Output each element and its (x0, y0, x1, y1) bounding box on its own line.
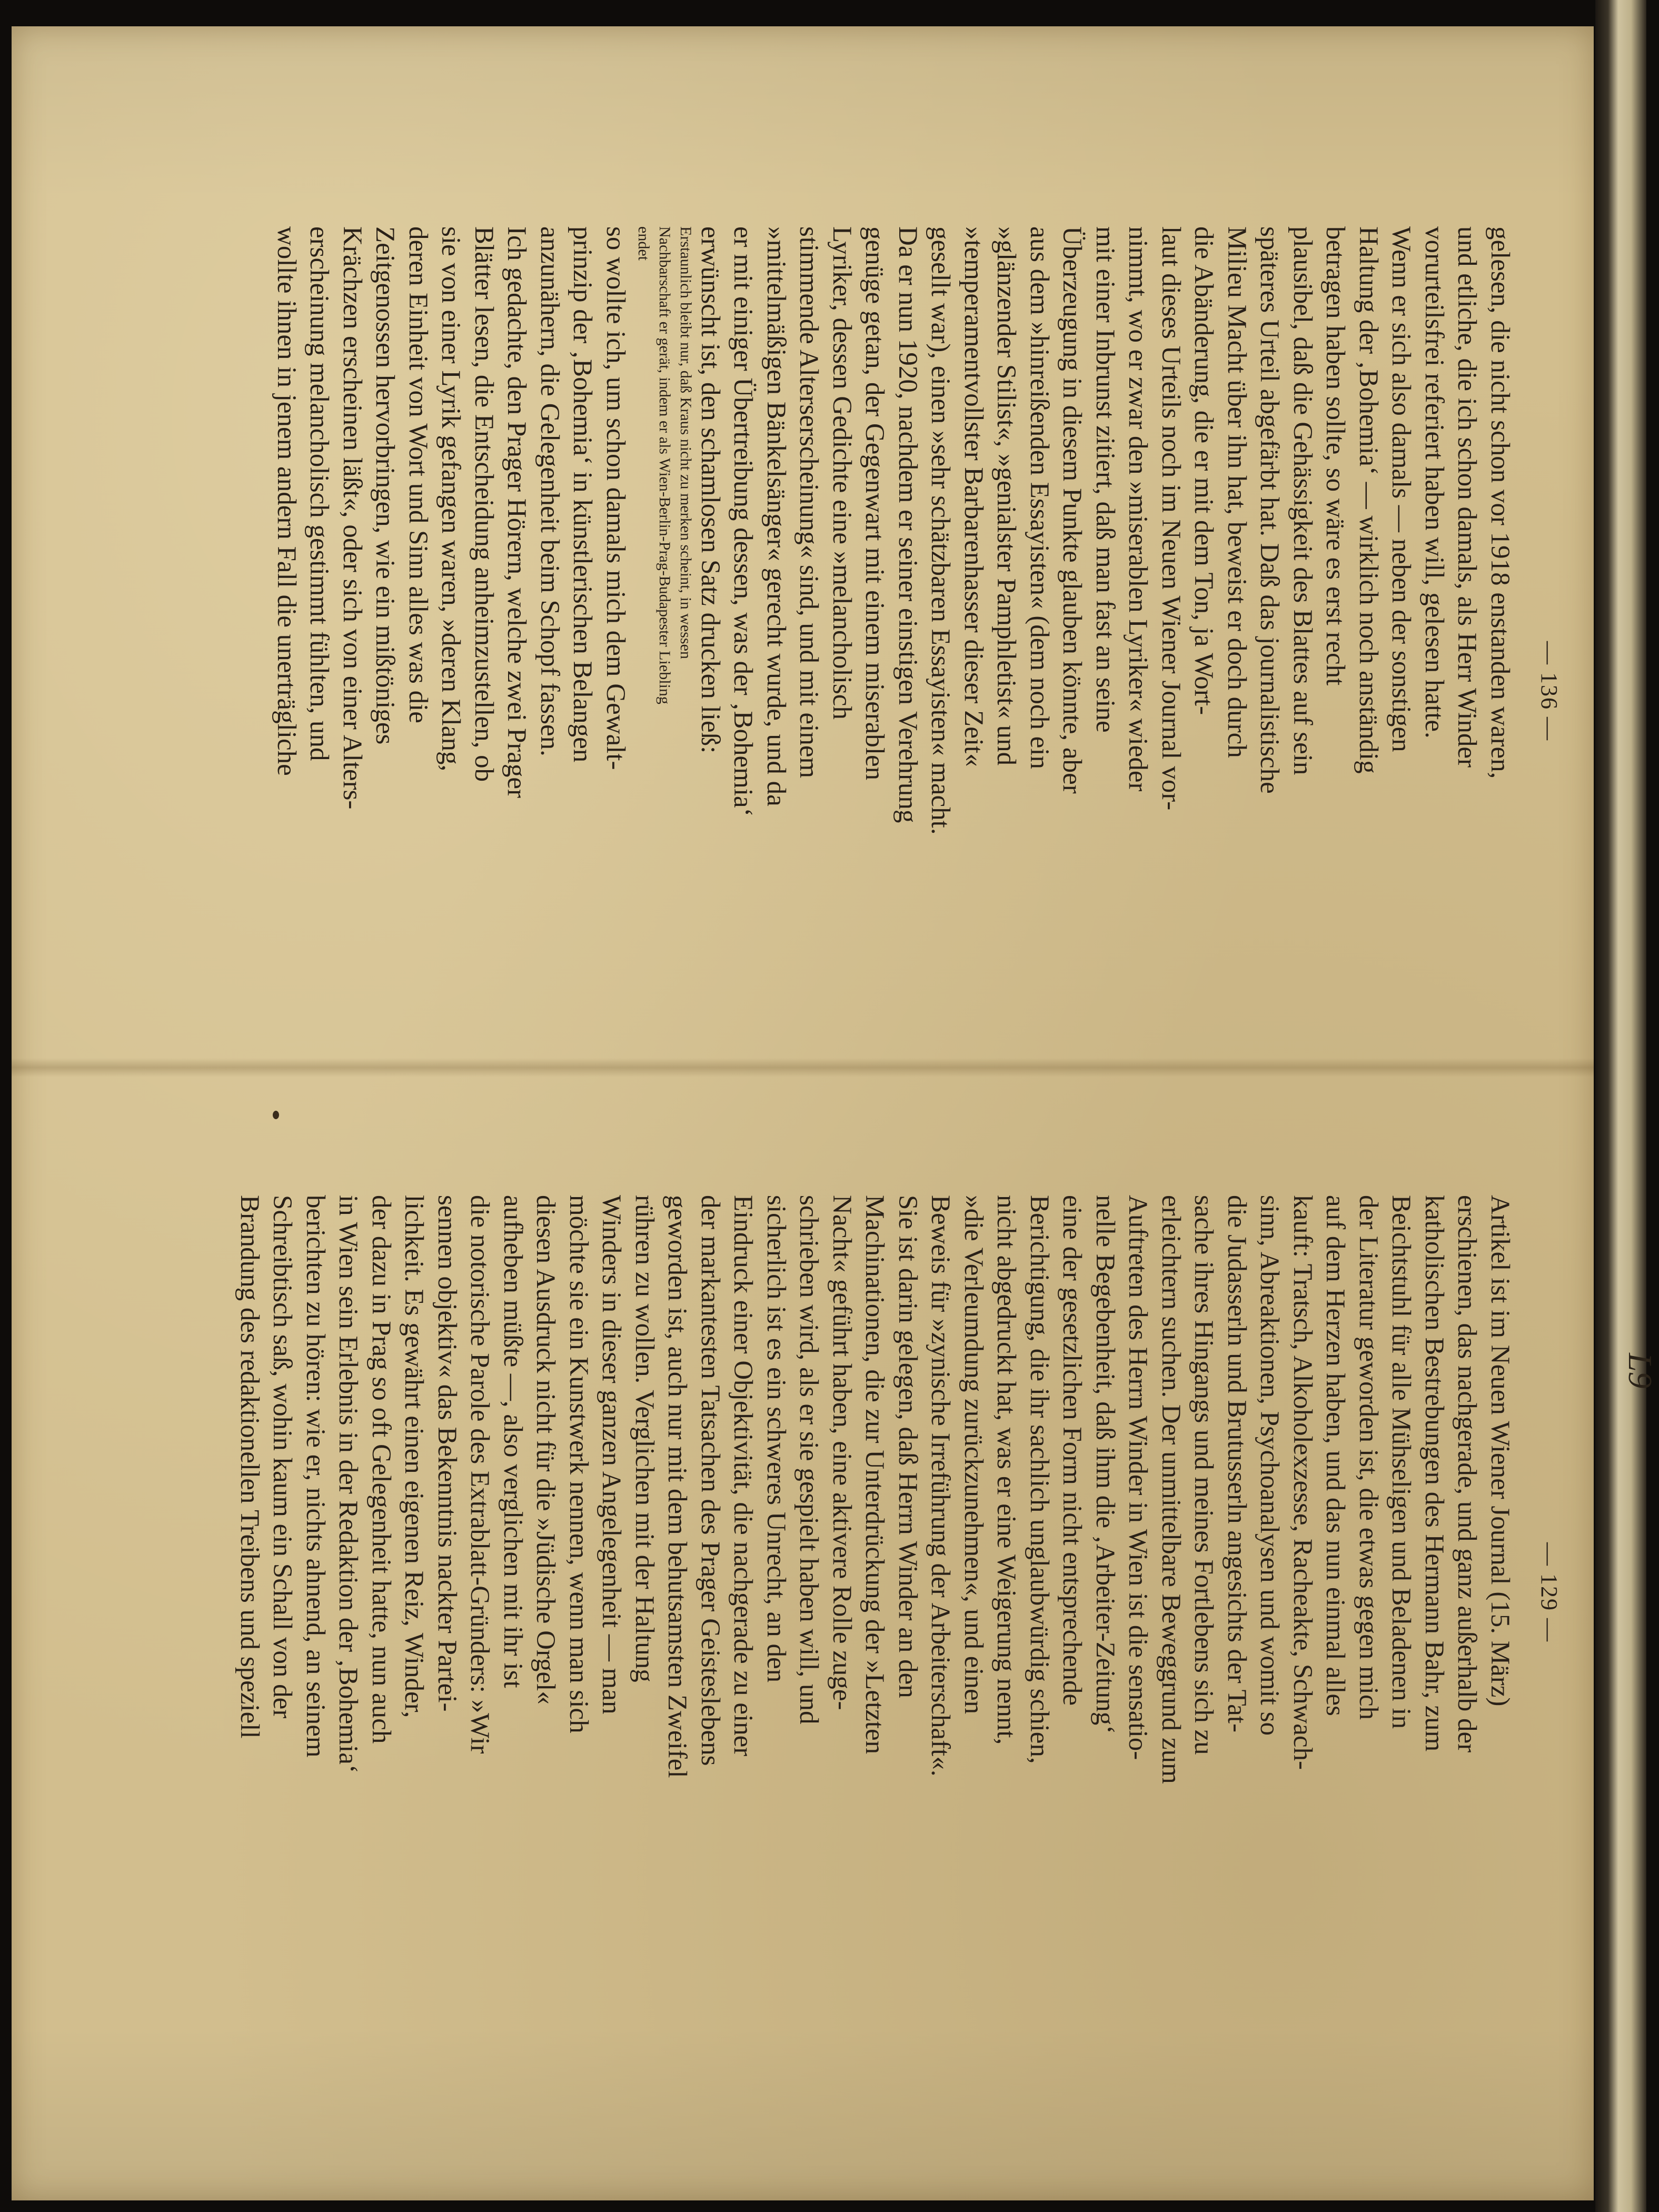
lower-line: sennen objektiv« das Bekenntnis nackter Partei- (432, 1195, 462, 1712)
lower-line: Beweis für »zynische Irreführung der Arbeiterschaft«. (926, 1195, 956, 1777)
upper-a-line: Wenn er sich also damals — neben der sonstigen (1386, 226, 1416, 752)
lower-line: der dazu in Prag so oft Gelegenheit hatte, nun auch (366, 1195, 396, 1744)
upper-a-line: Lyriker, dessen Gedichte eine »melancholisch (827, 226, 857, 720)
upper-a-line: gelesen, die nicht schon vor 1918 enstanden waren, (1485, 226, 1515, 779)
lower-line: die notorische Parole des Extrablatt-Gründers: »Wir (465, 1195, 495, 1754)
upper-a-line: »glänzender Stilist«, »genialster Pamphletist« und (991, 226, 1021, 766)
lower-line: lichkeit. Es gewährt einen eigenen Reiz, Winder, (399, 1195, 429, 1718)
upper-b-line: so wollte ich, um schon damals mich dem Gewalt- (601, 226, 630, 770)
lower-line: sicherlich ist es ein schweres Unrecht, an den (761, 1195, 791, 1683)
lower-line: Winders in dieser ganzen Angelegenheit — man (597, 1195, 627, 1715)
lower-line: »die Verleumdung zurückzunehmen«, und einen (959, 1195, 988, 1715)
upper-paragraph-b (270, 226, 632, 1058)
center-fold (12, 1058, 1594, 1077)
lower-line: die Judasserln und Brutusserln angesichts der Tat- (1222, 1195, 1251, 1732)
upper-b-line: Blätter lesen, die Entscheidung anheimzustellen, ob (469, 226, 499, 782)
margin-note: L9 (1622, 1353, 1659, 1389)
lower-line: der Literatur geworden ist, die etwas gegen mich (1354, 1195, 1383, 1720)
upper-a-line: plausibel, daß die Gehässigkeit des Blattes auf sein (1288, 226, 1317, 775)
lower-column (233, 1195, 1517, 1948)
upper-b-line: Zeitgenossen hervorbringen, wie ein mißtöniges (370, 226, 400, 745)
binding-edge (1595, 0, 1646, 2212)
lower-line: erschienen, das nachgerade, und ganz außerhalb der (1452, 1195, 1482, 1753)
lower-line: Auftreten des Herrn Winder in Wien ist die sensatio- (1123, 1195, 1153, 1760)
upper-column-part-a (694, 226, 1517, 1058)
lower-paragraph (233, 1195, 1517, 1948)
lower-line: nicht abgedruckt hat, was er eine Weigerung nennt, (991, 1195, 1021, 1745)
lower-line: auf dem Herzen haben, und das nun einmal alles (1320, 1195, 1350, 1716)
upper-a-line: aus dem »hinreißenden Essayisten« (dem noch ein (1025, 226, 1054, 770)
upper-a-line: Da er nun 1920, nachdem er seiner einstigen Verehrung (893, 226, 922, 823)
upper-a-line: Milieu Macht über ihn hat, beweist er doch durch (1222, 226, 1251, 758)
lower-line: der markantesten Tatsachen des Prager Geisteslebens (696, 1195, 725, 1766)
upper-b-line: deren Einheit von Wort und Sinn alles was die (403, 226, 433, 723)
lower-line: möchte sie ein Kunstwerk nennen, wenn man sich (564, 1195, 593, 1733)
upper-a-line: Überzeugung in diesem Punkte glauben könnte, aber (1057, 226, 1087, 794)
lower-line: sache ihres Hingangs und meines Fortlebens sich zu (1189, 1195, 1219, 1755)
lower-line: rühren zu wollen. Verglichen mit der Haltung (630, 1195, 659, 1682)
lower-line: Machinationen, die zur Unterdrückung der »Letzten (860, 1195, 890, 1755)
lower-line: katholischen Bestrebungen des Hermann Bahr, zum (1419, 1195, 1449, 1752)
lower-line: Artikel ist im Neuen Wiener Journal (15. März) (1485, 1195, 1515, 1707)
upper-a-line: »temperamentvollster Barbarenhasser dieser Zeit« (959, 226, 988, 767)
lower-line: erleichtern suchen. Der unmittelbare Beweggrund zum (1156, 1195, 1186, 1784)
lower-line: eine der gesetzlichen Form nicht entsprechende (1057, 1195, 1087, 1706)
upper-a-line: »mittelmäßigen Bänkelsänger« gerecht wurde, und da (761, 226, 791, 806)
upper-b-line: Ich gedachte, den Prager Hörern, welche zwei Prager (502, 226, 532, 799)
page-number-136: — 136 — (1536, 641, 1562, 741)
upper-b-line: anzunähern, die Gelegenheit beim Schopf fassen. (535, 226, 564, 756)
footnote-line: endet (635, 226, 652, 261)
upper-b-line: erscheinung melancholisch gestimmt fühlten, und (304, 226, 334, 761)
upper-a-line: späteres Urteil abgefärbt hat. Daß das journalistische (1255, 226, 1285, 794)
upper-a-line: und etliche, die ich schon damals, als Herr Winder (1452, 226, 1482, 768)
upper-a-line: stimmende Alterserscheinung« sind, und mit einem (794, 226, 824, 779)
upper-column-part-b (270, 226, 632, 1058)
footnote-line: Erstaunlich bleibt nur, daß Kraus nicht zu merken scheint, in wessen (677, 226, 694, 659)
upper-a-line: mit einer Inbrunst zitiert, daß man fast an seine (1090, 226, 1120, 733)
upper-b-line: wollte ihnen in jenem andern Fall die unerträgliche (272, 226, 301, 776)
lower-line: Brandung des redaktionellen Treibens und speziell (235, 1195, 264, 1739)
page-number-129: — 129 — (1536, 1542, 1562, 1642)
lower-line: Schreibtisch saß, wohin kaum ein Schall von der (267, 1195, 297, 1719)
lower-line: Beichtstuhl für alle Mühseligen und Beladenen in (1386, 1195, 1416, 1729)
lower-line: diesen Ausdruck nicht für die »Jüdische Orgel« (531, 1195, 561, 1705)
upper-a-line: vorurteilsfrei referiert haben will, gelesen hatte. (1419, 226, 1449, 739)
upper-a-line: gesellt war), einen »sehr schätzbaren Essayisten« macht. (926, 226, 956, 835)
lower-line: schrieben wird, als er sie gespielt haben will, und (794, 1195, 824, 1725)
upper-a-line: betragen haben sollte, so wäre es erst recht (1320, 226, 1350, 686)
lower-line: Nacht« geführt haben, eine aktivere Rolle zuge- (827, 1195, 857, 1710)
upper-a-line: er mit einiger Übertreibung dessen, was der ‚Bohemia‘ (728, 226, 758, 817)
upper-a-line: laut dieses Urteils noch im Neuen Wiener Journal vor- (1156, 226, 1186, 811)
upper-paragraph-a (694, 226, 1517, 1058)
lower-line: aufheben müßte —, also verglichen mit ihr ist (498, 1195, 528, 1688)
lower-line: kauft: Tratsch, Alkoholexzesse, Racheakte, Schwach- (1288, 1195, 1317, 1770)
lower-line: Eindruck einer Objektivität, die nachgerade zu einer (728, 1195, 758, 1757)
footnote-text (633, 226, 696, 1058)
upper-a-line: erwünscht ist, den schamlosen Satz drucken ließ: (696, 226, 725, 754)
lower-line: nelle Begebenheit, daß ihm die ‚Arbeiter-Zeitung‘ (1090, 1195, 1120, 1735)
upper-b-line: sie von einer Lyrik gefangen waren, »deren Klang, (436, 226, 466, 772)
upper-b-line: prinzip der ‚Bohemia‘ in künstlerischen Belangen (568, 226, 598, 763)
lower-line: in Wien sein Erlebnis in der Redaktion der ‚Bohemia‘ (333, 1195, 363, 1773)
upper-a-line: Haltung der ‚Bohemia‘ — wirklich noch anständig (1354, 226, 1383, 774)
upper-a-line: genüge getan, der Gegenwart mit einem miserablen (860, 226, 890, 781)
footnote-line: Nachbarschaft er gerät, indem er als Wien-Berlin-Prag-Budapester Liebling (656, 226, 673, 704)
upper-a-line: die Abänderung, die er mit dem Ton, ja Wort- (1189, 226, 1219, 715)
lower-line: berichten zu hören: wie er, nichts ahnend, an seinem (301, 1195, 330, 1758)
ink-spot (273, 1111, 279, 1119)
upper-a-line: nimmt, wo er zwar den »miserablen Lyriker« wieder (1123, 226, 1153, 792)
lower-line: Sie ist darin gelegen, daß Herrn Winder an den (893, 1195, 922, 1698)
upper-footnote (633, 226, 696, 1058)
lower-line: Berichtigung, die ihr sachlich unglaubwürdig schien, (1025, 1195, 1054, 1764)
lower-line: sinn, Abreaktionen, Psychoanalysen und womit so (1255, 1195, 1285, 1736)
lower-line: geworden ist, auch nur mit dem behutsamsten Zweifel (662, 1195, 692, 1778)
upper-b-line: Krächzen erscheinen läßt«, oder sich von einer Alters- (337, 226, 367, 810)
